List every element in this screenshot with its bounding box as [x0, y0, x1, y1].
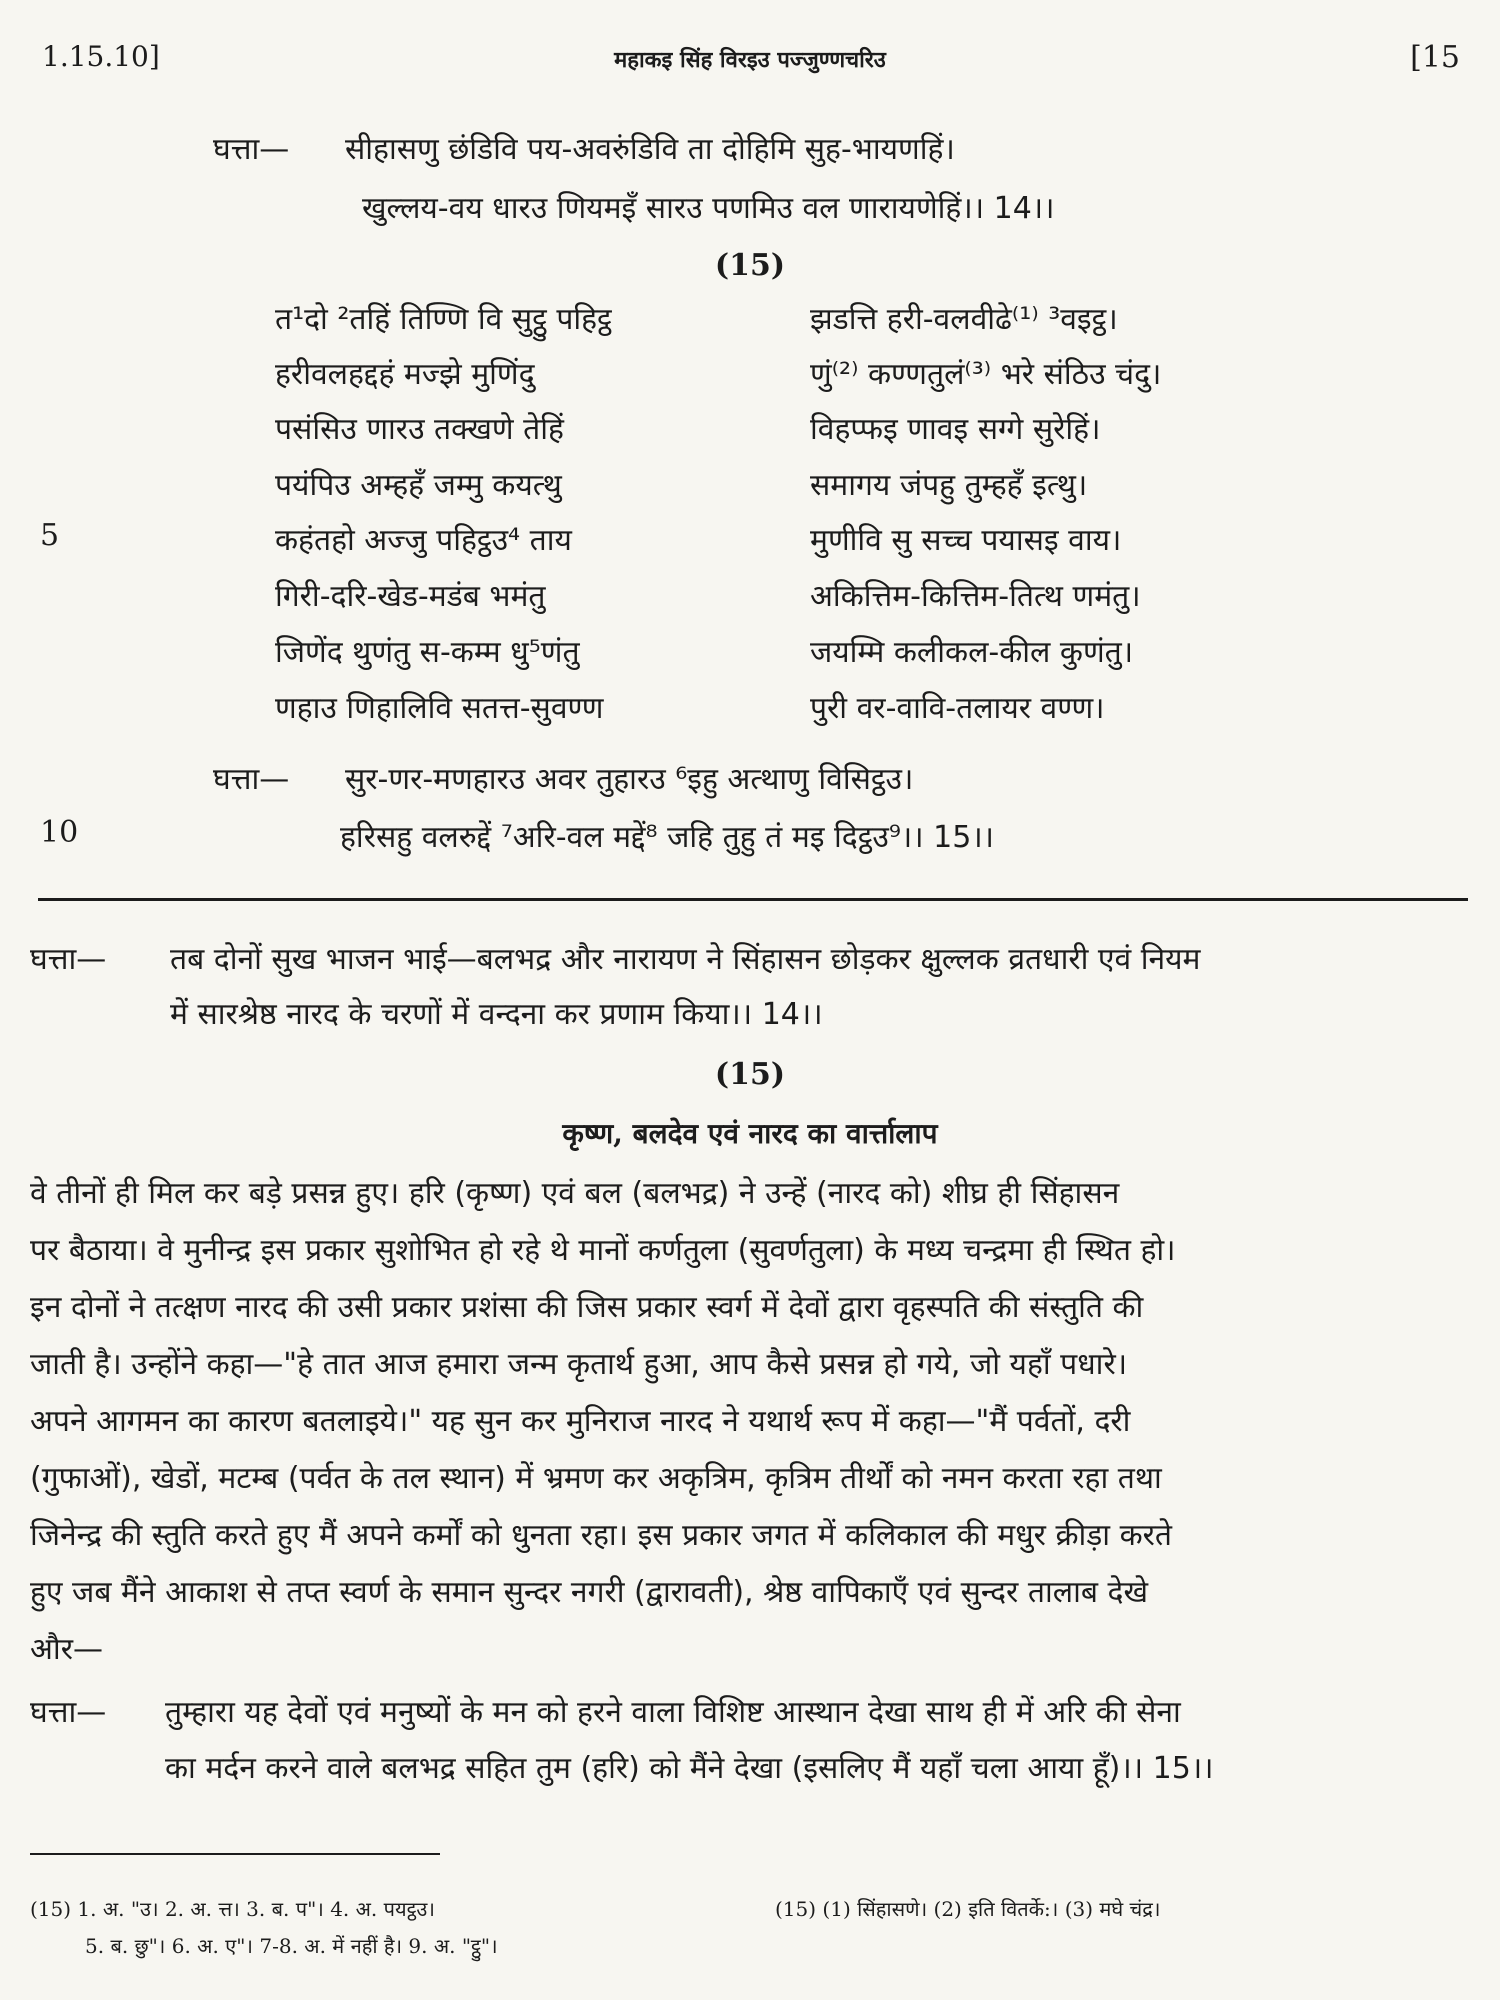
verse-left: जिणेंद थुणंतु स-कम्म धु⁵णंतु: [275, 635, 580, 670]
footnote-line: 5. ब. छु"। 6. अ. ए"। 7-8. अ. में नहीं है। 9. अ. "ट्ठु"।: [85, 1934, 498, 1958]
page-reference: 1.15.10]: [42, 40, 160, 73]
verse-left: त¹दो ²तहिं तिण्णि वि सुट्ठु पहिट्ठ: [275, 302, 612, 337]
footnote-divider: [30, 1853, 440, 1855]
ghatta-line: खुल्लय-वय धारउ णियमइँ सारउ पणमिउ वल णारायणेहिं।। 14।।: [362, 191, 1055, 226]
verse-right: णुं⁽²⁾ कण्णतुलं⁽³⁾ भरे संठिउ चंदु।: [810, 357, 1162, 392]
paragraph-line: जिनेन्द्र की स्तुति करते हुए मैं अपने कर्मों को धुनता रहा। इस प्रकार जगत में कलिकाल की मधुर क्रीड़ा करते: [30, 1518, 1173, 1553]
verse-left: गिरी-दरि-खेड-मडंब भमंतु: [275, 579, 546, 614]
footnote-line: (15) 1. अ. "उ। 2. अ. त्त। 3. ब. प"। 4. अ. पयट्ठउ।: [30, 1897, 435, 1921]
verse-right: समागय जंपहु तुम्हहँ इत्थु।: [810, 468, 1088, 503]
paragraph-line: हुए जब मैंने आकाश से तप्त स्वर्ण के समान सुन्दर नगरी (द्वारावती), श्रेष्ठ वापिकाएँ एवं सुन्दर तालाब देखे: [30, 1575, 1148, 1610]
footnote-line: (15) (1) सिंहासणे। (2) इति वितर्के:। (3) मघे चंद्र।: [775, 1897, 1161, 1921]
verse-right: अकित्तिम-कित्तिम-तित्थ णमंतु।: [810, 579, 1141, 614]
verse-right: विहप्फइ णावइ सग्गे सुरेहिं।: [810, 412, 1101, 447]
verse-left: णहाउ णिहालिवि सतत्त-सुवण्ण: [275, 691, 604, 726]
translation-line: तुम्हारा यह देवों एवं मनुष्यों के मन को हरने वाला विशिष्ट आस्थान देखा साथ ही में अरि की सेना: [165, 1695, 1181, 1730]
section-heading: (15): [714, 248, 786, 283]
paragraph-line: वे तीनों ही मिल कर बड़े प्रसन्न हुए। हरि (कृष्ण) एवं बल (बलभद्र) ने उन्हें (नारद को) शीघ्र ही सिंहासन: [30, 1176, 1120, 1211]
verse-left: कहंतहो अज्जु पहिट्ठउ⁴ ताय: [275, 523, 572, 558]
line-number: 10: [40, 815, 79, 850]
verse-right: मुणीवि सु सच्च पयासइ वाय।: [810, 523, 1122, 558]
ghatta-label: घत्ता—: [30, 942, 107, 977]
page-number: [15: [1410, 40, 1460, 75]
ghatta-label: घत्ता—: [213, 132, 290, 167]
verse-right: झडत्ति हरी-वलवीढे⁽¹⁾ ³वइट्ठ।: [810, 302, 1118, 337]
paragraph-line: इन दोनों ने तत्क्षण नारद की उसी प्रकार प्रशंसा की जिस प्रकार स्वर्ग में देवों द्वारा वृहस्पति की संस्तुति की: [30, 1290, 1144, 1325]
paragraph-line: और—: [30, 1632, 103, 1667]
ghatta-line: हरिसहु वलरुद्दें ⁷अरि-वल मद्दें⁸ जहि तुहु तं मइ दिट्ठउ⁹।। 15।।: [340, 820, 995, 855]
ghatta-label: घत्ता—: [213, 762, 290, 797]
verse-left: पयंपिउ अम्हहँ जम्मु कयत्थु: [275, 468, 562, 503]
section-divider: [38, 898, 1468, 901]
ghatta-line: सुर-णर-मणहारउ अवर तुहारउ ⁶इहु अत्थाणु विसिट्ठउ।: [345, 762, 914, 797]
paragraph-line: अपने आगमन का कारण बतलाइये।" यह सुन कर मुनिराज नारद ने यथार्थ रूप में कहा—"मैं पर्वतों, दरी: [30, 1404, 1131, 1439]
paragraph-line: पर बैठाया। वे मुनीन्द्र इस प्रकार सुशोभित हो रहे थे मानों कर्णतुला (सुवर्णतुला) के मध्य चन्द्रमा ही स्थित हो।: [30, 1233, 1176, 1268]
verse-left: पसंसिउ णारउ तक्खणे तेहिं: [275, 412, 564, 447]
translation-line: में सारश्रेष्ठ नारद के चरणों में वन्दना कर प्रणाम किया।। 14।।: [170, 997, 823, 1032]
translation-line: तब दोनों सुख भाजन भाई—बलभद्र और नारायण ने सिंहासन छोड़कर क्षुल्लक व्रतधारी एवं नियम: [170, 942, 1201, 977]
ghatta-line: सीहासणु छंडिवि पय-अवरुंडिवि ता दोहिमि सुह-भायणहिं।: [345, 132, 955, 167]
ghatta-label: घत्ता—: [30, 1695, 107, 1730]
verse-right: पुरी वर-वावि-तलायर वण्ण।: [810, 691, 1105, 726]
verse-left: हरीवलहद्दहं मज्झे मुणिंदु: [275, 357, 535, 392]
section-title: कृष्ण, बलदेव एवं नारद का वार्त्तालाप: [562, 1117, 938, 1150]
running-title: महाकइ सिंह विरइउ पज्जुण्णचरिउ: [614, 47, 886, 73]
paragraph-line: (गुफाओं), खेडों, मटम्ब (पर्वत के तल स्थान) में भ्रमण कर अकृत्रिम, कृत्रिम तीर्थों को नमन करता रहा तथा: [30, 1461, 1162, 1496]
line-number: 5: [40, 518, 60, 553]
translation-line: का मर्दन करने वाले बलभद्र सहित तुम (हरि) को मैंने देखा (इसलिए मैं यहाँ चला आया हूँ)।। 15।।: [165, 1751, 1214, 1786]
section-heading: (15): [714, 1057, 786, 1092]
paragraph-line: जाती है। उन्होंने कहा—"हे तात आज हमारा जन्म कृतार्थ हुआ, आप कैसे प्रसन्न हो गये, जो यहाँ पधारे।: [30, 1347, 1128, 1382]
verse-right: जयम्मि कलीकल-कील कुणंतु।: [810, 635, 1134, 670]
